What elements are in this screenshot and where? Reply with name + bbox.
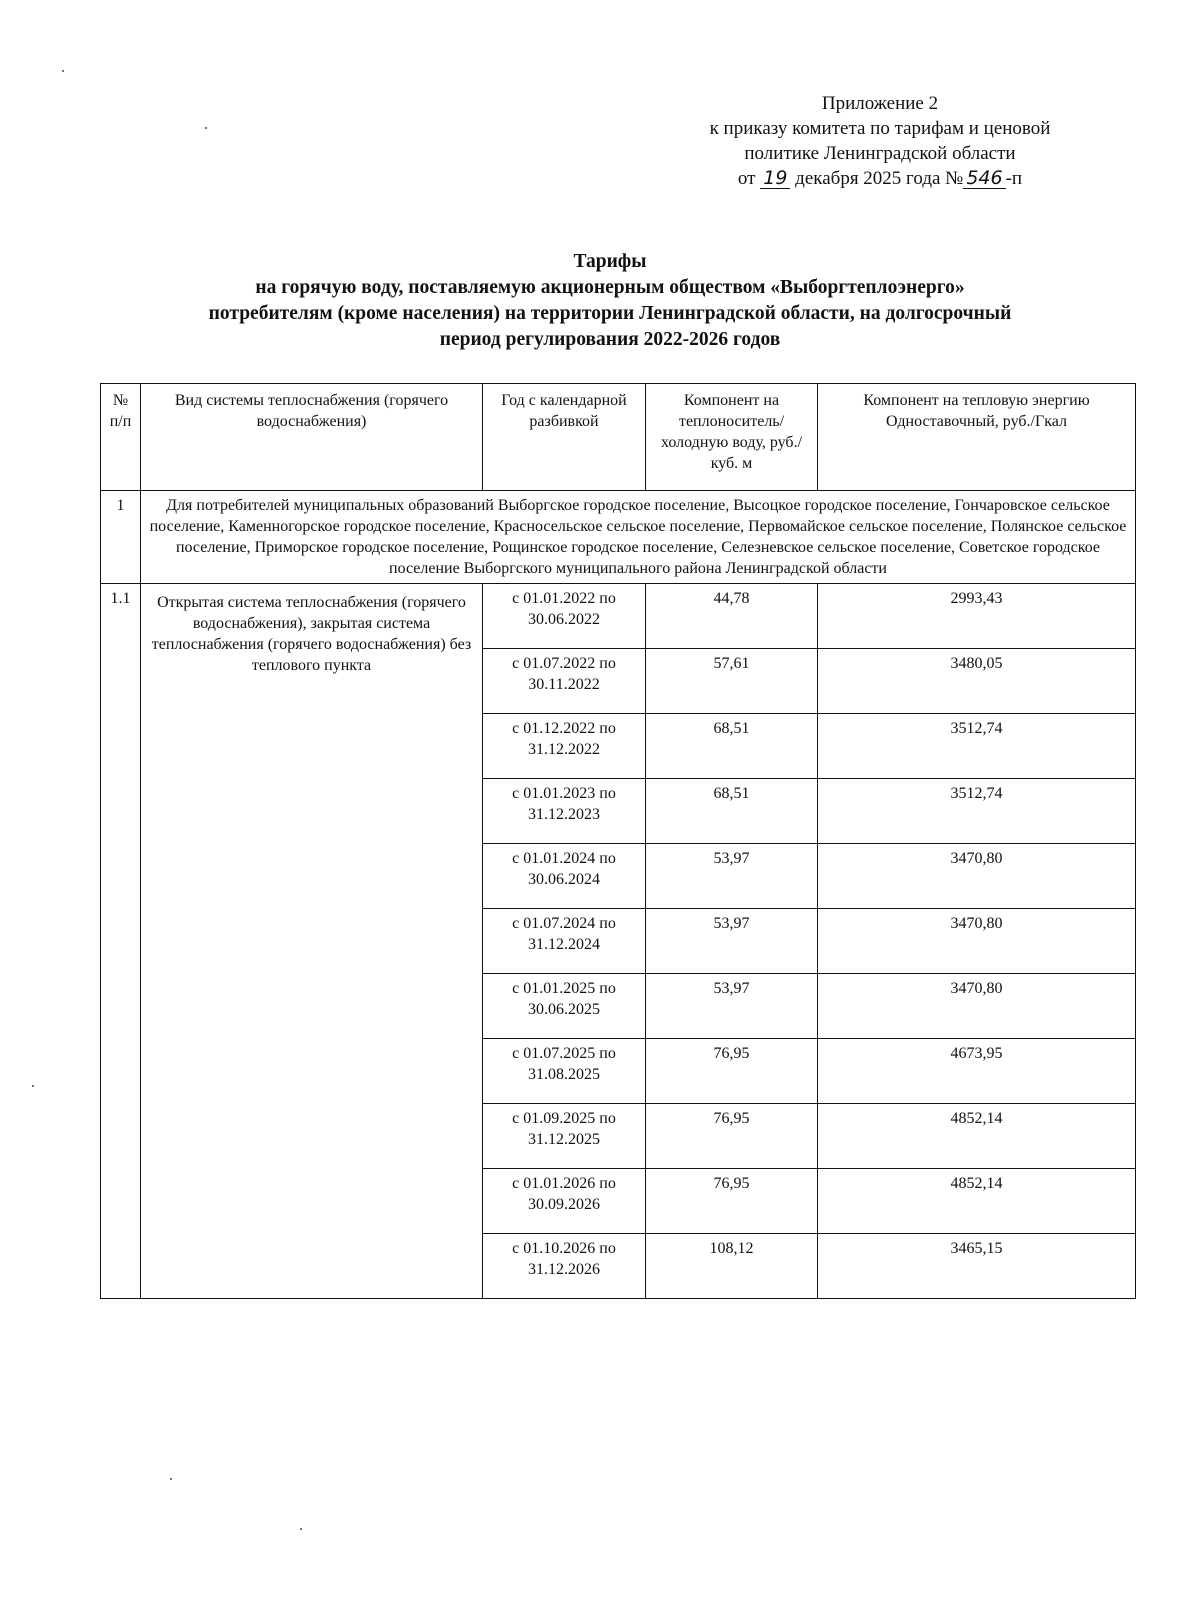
heat-component-cell: 3480,05	[818, 649, 1136, 714]
heat-component-cell: 4852,14	[818, 1104, 1136, 1169]
system-kind-cell: Открытая система теплоснабжения (горячего водоснабжения), закрытая система теплоснабжения (горячего водоснабжения) без теплового пункта	[141, 584, 483, 1299]
table-row	[101, 584, 1136, 649]
header-period: Год с календарной разбивкой	[483, 384, 646, 491]
header-system-kind: Вид системы теплоснабжения (горячего водоснабжения)	[141, 384, 483, 491]
subgroup-num: 1.1	[101, 584, 141, 1299]
handwritten-day: 19	[760, 168, 790, 189]
appendix-header	[640, 91, 1120, 191]
period-cell: с 01.01.2023 по 31.12.2023	[483, 779, 646, 844]
heat-component-cell: 4673,95	[818, 1039, 1136, 1104]
scan-speck	[62, 70, 64, 72]
period-cell: с 01.07.2022 по 30.11.2022	[483, 649, 646, 714]
scan-speck	[32, 1085, 34, 1087]
heat-component-cell: 3512,74	[818, 714, 1136, 779]
water-component-cell: 68,51	[646, 779, 818, 844]
title-line-4: период регулирования 2022-2026 годов	[439, 329, 781, 350]
handwritten-order-number: 546	[963, 168, 1005, 189]
water-component-cell: 108,12	[646, 1234, 818, 1299]
appendix-line-1: Приложение 2	[821, 93, 939, 114]
water-component-cell: 53,97	[646, 844, 818, 909]
water-component-cell: 57,61	[646, 649, 818, 714]
date-middle: декабря 2025 года №	[795, 168, 964, 189]
heat-component-cell: 4852,14	[818, 1169, 1136, 1234]
water-component-cell: 76,95	[646, 1169, 818, 1234]
appendix-line-2: к приказу комитета по тарифам и ценовой	[709, 118, 1051, 139]
water-component-cell: 76,95	[646, 1104, 818, 1169]
scan-speck	[205, 127, 207, 129]
title-line-3: потребителям (кроме населения) на территории Ленинградской области, на долгосрочный	[208, 303, 1012, 324]
order-date-line	[640, 166, 1120, 191]
header-water-component: Компонент на теплоноситель/холодную воду, руб./куб. м	[646, 384, 818, 491]
period-cell: с 01.07.2025 по 31.08.2025	[483, 1039, 646, 1104]
period-cell: с 01.01.2026 по 30.09.2026	[483, 1169, 646, 1234]
header-heat-component: Компонент на тепловую энергию Одноставочный, руб./Гкал	[818, 384, 1136, 491]
header-num: № п/п	[101, 384, 141, 491]
document-title	[90, 249, 1130, 353]
appendix-line-3: политике Ленинградской области	[744, 143, 1016, 164]
heat-component-cell: 2993,43	[818, 584, 1136, 649]
period-cell: с 01.01.2022 по 30.06.2022	[483, 584, 646, 649]
heat-component-cell: 3512,74	[818, 779, 1136, 844]
water-component-cell: 44,78	[646, 584, 818, 649]
title-line-1: Тарифы	[573, 251, 647, 272]
table-header-row	[101, 384, 1136, 491]
heat-component-cell: 3470,80	[818, 909, 1136, 974]
group-row	[101, 491, 1136, 584]
water-component-cell: 68,51	[646, 714, 818, 779]
period-cell: с 01.07.2024 по 31.12.2024	[483, 909, 646, 974]
scan-speck	[170, 1478, 172, 1480]
period-cell: с 01.12.2022 по 31.12.2022	[483, 714, 646, 779]
heat-component-cell: 3470,80	[818, 974, 1136, 1039]
heat-component-cell: 3470,80	[818, 844, 1136, 909]
heat-component-cell: 3465,15	[818, 1234, 1136, 1299]
order-suffix: -п	[1005, 168, 1023, 189]
tariffs-table	[100, 383, 1136, 1299]
date-prefix: от	[737, 168, 756, 189]
group-num: 1	[101, 491, 141, 584]
period-cell: с 01.01.2025 по 30.06.2025	[483, 974, 646, 1039]
scan-speck	[300, 1528, 302, 1530]
water-component-cell: 53,97	[646, 909, 818, 974]
title-line-2: на горячую воду, поставляемую акционерным обществом «Выборгтеплоэнерго»	[255, 277, 965, 298]
period-cell: с 01.09.2025 по 31.12.2025	[483, 1104, 646, 1169]
group-description: Для потребителей муниципальных образований Выборгское городское поселение, Высоцкое городское поселение, Гончаровское сельское поселение, Каменногорское городское поселение, Красносельское сельское поселение, Первомайское сельское поселение, Полянское сельское поселение, Приморское городское поселение, Рощинское городское поселение, Селезневское сельское поселение, Советское городское поселение Выборгского муниципального района Ленинградской области	[141, 491, 1136, 584]
period-cell: с 01.10.2026 по 31.12.2026	[483, 1234, 646, 1299]
water-component-cell: 53,97	[646, 974, 818, 1039]
water-component-cell: 76,95	[646, 1039, 818, 1104]
period-cell: с 01.01.2024 по 30.06.2024	[483, 844, 646, 909]
